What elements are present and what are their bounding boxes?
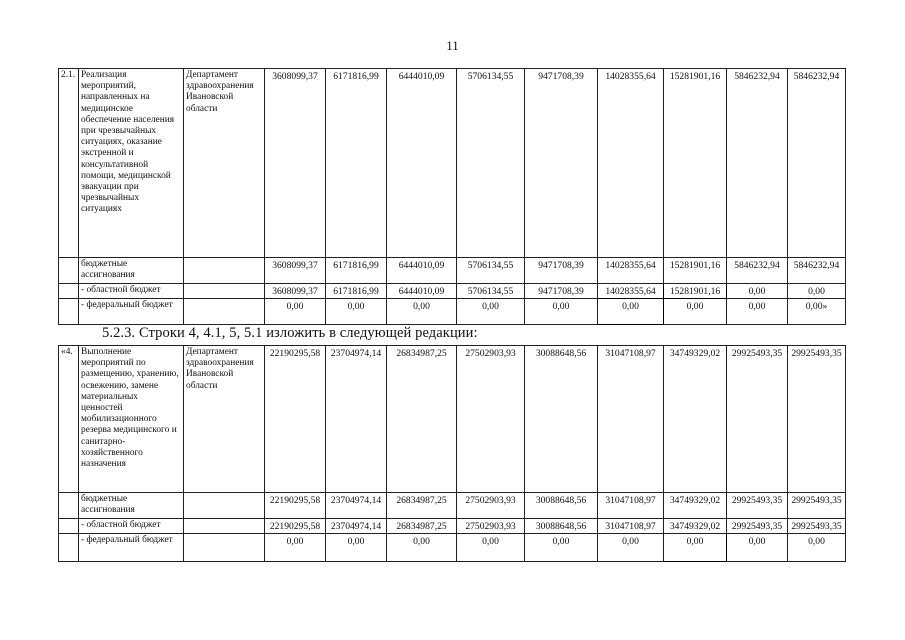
row-label: - областной бюджет — [79, 519, 184, 534]
value-cell: 29925493,35 — [788, 493, 846, 519]
value-cell: 29925493,35 — [727, 519, 788, 534]
row-executor: Департамент здравоохранения Ивановской области — [184, 69, 265, 258]
page-number: 11 — [446, 38, 459, 53]
value-cell: 15281901,16 — [664, 258, 727, 284]
value-cell: 22190295,58 — [265, 493, 326, 519]
value-cell: 3608099,37 — [265, 69, 326, 258]
value-cell: 0,00 — [457, 299, 525, 325]
value-cell: 0,00 — [788, 534, 846, 562]
value-cell: 6444010,09 — [387, 284, 457, 299]
value-cell: 27502903,93 — [457, 493, 525, 519]
value-cell: 15281901,16 — [664, 69, 727, 258]
value-cell: 5846232,94 — [788, 69, 846, 258]
value-cell: 0,00 — [727, 534, 788, 562]
value-cell: 30088648,56 — [525, 346, 598, 493]
value-cell: 0,00 — [525, 534, 598, 562]
value-cell: 0,00 — [727, 284, 788, 299]
table-row — [59, 519, 846, 534]
value-cell: 23704974,14 — [326, 519, 387, 534]
value-cell: 0,00 — [326, 534, 387, 562]
value-cell: 14028355,64 — [598, 284, 664, 299]
row-index: 2.1. — [59, 69, 79, 258]
value-cell: 0,00 — [265, 299, 326, 325]
value-cell: 0,00 — [598, 534, 664, 562]
value-cell: 0,00 — [387, 299, 457, 325]
budget-table-4 — [58, 345, 846, 562]
value-cell: 0,00 — [788, 284, 846, 299]
value-cell: 29925493,35 — [788, 519, 846, 534]
value-cell: 14028355,64 — [598, 258, 664, 284]
budget-table-2-1 — [58, 68, 846, 325]
value-cell: 14028355,64 — [598, 69, 664, 258]
value-cell: 27502903,93 — [457, 519, 525, 534]
value-cell: 30088648,56 — [525, 493, 598, 519]
table-row — [59, 69, 846, 258]
value-cell: 5846232,94 — [727, 258, 788, 284]
table-row — [59, 284, 846, 299]
value-cell: 3608099,37 — [265, 284, 326, 299]
value-cell: 6171816,99 — [326, 258, 387, 284]
value-cell: 5706134,55 — [457, 69, 525, 258]
value-cell: 6171816,99 — [326, 284, 387, 299]
value-cell: 9471708,39 — [525, 258, 598, 284]
table-row — [59, 493, 846, 519]
value-cell: 5846232,94 — [788, 258, 846, 284]
value-cell: 5846232,94 — [727, 69, 788, 258]
value-cell: 27502903,93 — [457, 346, 525, 493]
value-cell: 29925493,35 — [788, 346, 846, 493]
row-index: «4. — [59, 346, 79, 493]
value-cell: 22190295,58 — [265, 346, 326, 493]
row-label: бюджетные ассигнования — [79, 493, 184, 519]
value-cell: 0,00 — [265, 534, 326, 562]
value-cell: 29925493,35 — [727, 346, 788, 493]
value-cell: 31047108,97 — [598, 519, 664, 534]
row-executor: Департамент здравоохранения Ивановской области — [184, 346, 265, 493]
table-row — [59, 258, 846, 284]
row-name: Выполнение мероприятий по размещению, хранению, освежению, замене материальных ценностей мобилизационного резерва медицинского и санитарно-хозяйственного назначения — [79, 346, 184, 493]
value-cell: 0,00» — [788, 299, 846, 325]
row-label: - областной бюджет — [79, 284, 184, 299]
value-cell: 0,00 — [457, 534, 525, 562]
value-cell: 22190295,58 — [265, 519, 326, 534]
value-cell: 0,00 — [727, 299, 788, 325]
value-cell: 26834987,25 — [387, 493, 457, 519]
section-heading: 5.2.3. Строки 4, 4.1, 5, 5.1 изложить в следующей редакции: — [102, 325, 478, 341]
value-cell: 26834987,25 — [387, 346, 457, 493]
value-cell: 9471708,39 — [525, 284, 598, 299]
row-label: - федеральный бюджет — [79, 534, 184, 562]
table-row — [59, 299, 846, 325]
row-label: бюджетные ассигнования — [79, 258, 184, 284]
value-cell: 6171816,99 — [326, 69, 387, 258]
value-cell: 34749329,02 — [664, 346, 727, 493]
value-cell: 6444010,09 — [387, 258, 457, 284]
value-cell: 31047108,97 — [598, 346, 664, 493]
value-cell: 29925493,35 — [727, 493, 788, 519]
table-row — [59, 346, 846, 493]
value-cell: 0,00 — [525, 299, 598, 325]
row-name: Реализация мероприятий, направленных на медицинское обеспечение населения при чрезвычайных ситуациях, оказание экстренной и консультативной помощи, медицинской эвакуации при чрезвычайных ситуациях — [79, 69, 184, 258]
value-cell: 30088648,56 — [525, 519, 598, 534]
value-cell: 23704974,14 — [326, 493, 387, 519]
row-label: - федеральный бюджет — [79, 299, 184, 325]
value-cell: 9471708,39 — [525, 69, 598, 258]
value-cell: 0,00 — [387, 534, 457, 562]
value-cell: 0,00 — [598, 299, 664, 325]
value-cell: 0,00 — [664, 534, 727, 562]
value-cell: 6444010,09 — [387, 69, 457, 258]
value-cell: 0,00 — [326, 299, 387, 325]
value-cell: 34749329,02 — [664, 493, 727, 519]
value-cell: 34749329,02 — [664, 519, 727, 534]
table-row — [59, 534, 846, 562]
value-cell: 15281901,16 — [664, 284, 727, 299]
value-cell: 31047108,97 — [598, 493, 664, 519]
value-cell: 3608099,37 — [265, 258, 326, 284]
value-cell: 0,00 — [664, 299, 727, 325]
value-cell: 5706134,55 — [457, 284, 525, 299]
value-cell: 23704974,14 — [326, 346, 387, 493]
value-cell: 5706134,55 — [457, 258, 525, 284]
value-cell: 26834987,25 — [387, 519, 457, 534]
